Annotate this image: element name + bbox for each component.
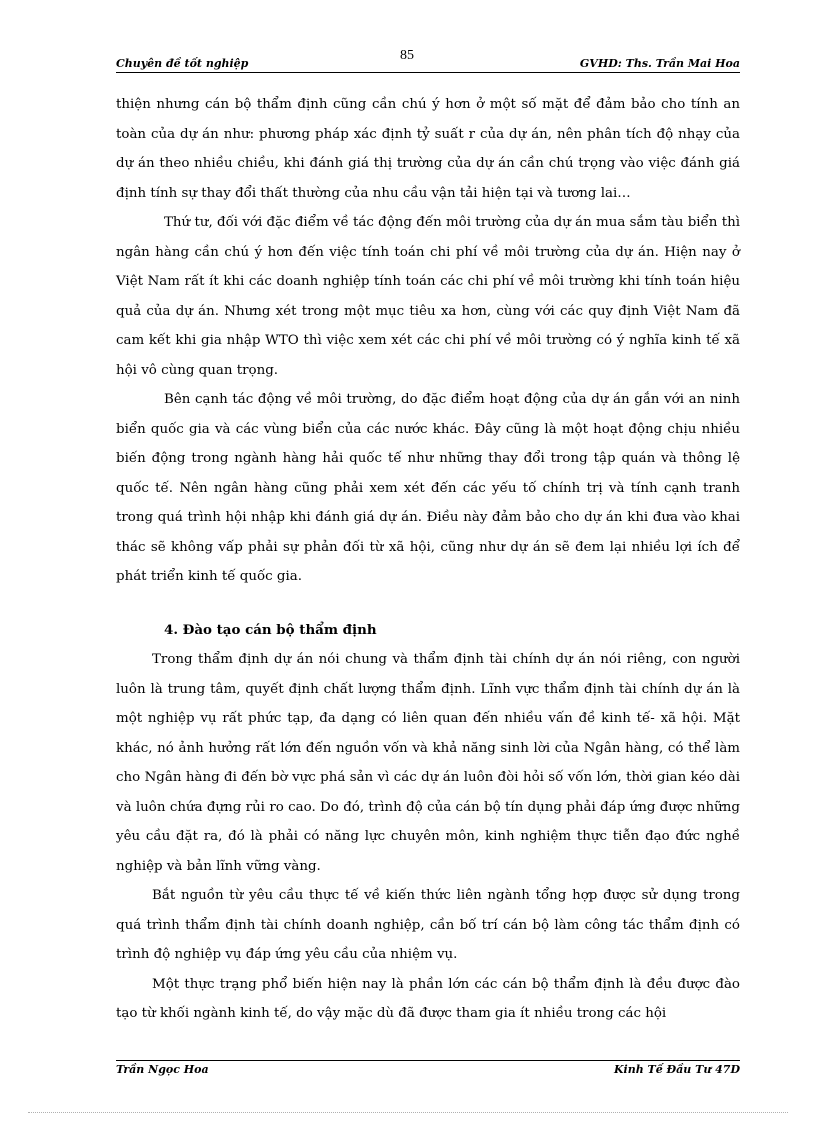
footer-class: Kinh Tế Đầu Tư 47D	[613, 1063, 740, 1076]
page-header	[116, 48, 740, 73]
paragraph: Thứ tư, đối với đặc điểm về tác động đến môi trường của dự án mua sắm tàu biển thì ngân hàng cần chú ý hơn đến việc tính toán chi phí về môi trường của dự án. Hiện nay ở Việt Nam rất ít khi các doanh nghiệp tính toán các chi phí về môi trường khi tính toán hiệu quả của dự án. Nhưng xét trong một mục tiêu xa hơn, cùng với các quy định Việt Nam đã cam kết khi gia nhập WTO thì việc xem xét các chi phí về môi trường có ý nghĩa kinh tế xã hội vô cùng quan trọng.	[116, 215, 740, 378]
paragraph: Bên cạnh tác động về môi trường, do đặc điểm hoạt động của dự án gắn với an ninh biển quốc gia và các vùng biển của các nước khác. Đây cũng là một hoạt động chịu nhiều biến động trong ngành hàng hải quốc tế như những thay đổi trong tập quán và thông lệ quốc tế. Nên ngân hàng cũng phải xem xét đến các yếu tố chính trị và tính cạnh tranh trong quá trình hội nhập khi đánh giá dự án. Điều này đảm bảo cho dự án khi đưa vào khai thác sẽ không vấp phải sự phản đối từ xã hội, cũng như dự án sẽ đem lại nhiều lợi ích để phát triển kinh tế quốc gia.	[116, 392, 740, 584]
page-number: 85	[400, 48, 414, 63]
paragraph: Một thực trạng phổ biến hiện nay là phần lớn các cán bộ thẩm định là đều được đào tạo từ khối ngành kinh tế, do vậy mặc dù đã được tham gia ít nhiều trong các hội	[116, 976, 740, 1021]
paragraph: Trong thẩm định dự án nói chung và thẩm định tài chính dự án nói riêng, con người luôn là trung tâm, quyết định chất lượng thẩm định. Lĩnh vực thẩm định tài chính dự án là một nghiệp vụ rất phức tạp, đa dạng có liên quan đến nhiều vấn đề kinh tế- xã hội. Mặt khác, nó ảnh hưởng rất lớn đến nguồn vốn và khả năng sinh lời của Ngân hàng, có thể làm cho Ngân hàng đi đến bờ vực phá sản vì các dự án luôn đòi hỏi số vốn lớn, thời gian kéo dài và luôn chứa đựng rủi ro cao. Do đó, trình độ của cán bộ tín dụng phải đáp ứng được những yêu cầu đặt ra, đó là phải có năng lực chuyên môn, kinh nghiệm thực tiễn đạo đức nghề nghiệp và bản lĩnh vững vàng.	[116, 652, 740, 874]
page-footer	[116, 1060, 740, 1077]
page-edge-divider	[28, 1112, 788, 1113]
paragraph: thiện nhưng cán bộ thẩm định cũng cần chú ý hơn ở một số mặt để đảm bảo cho tính an toàn của dự án như: phương pháp xác định tỷ suất r của dự án, nên phân tích độ nhạy của dự án theo nhiều chiều, khi đánh giá thị trường của dự án cần chú trọng vào việc đánh giá định tính sự thay đổi thất thường của nhu cầu vận tải hiện tại và tương lai…	[116, 97, 740, 201]
footer-author: Trần Ngọc Hoa	[116, 1063, 209, 1076]
spacer	[116, 592, 740, 616]
header-right-advisor: GVHD: Ths. Trần Mai Hoa	[579, 57, 740, 70]
paragraph: Bắt nguồn từ yêu cầu thực tế về kiến thức liên ngành tổng hợp được sử dụng trong quá trình thẩm định tài chính doanh nghiệp, cần bố trí cán bộ làm công tác thẩm định có trình độ nghiệp vụ đáp ứng yêu cầu của nhiệm vụ.	[116, 888, 740, 962]
body-text	[116, 90, 740, 1029]
section-heading: 4. Đào tạo cán bộ thẩm định	[164, 621, 377, 638]
header-left-title: Chuyên đề tốt nghiệp	[116, 57, 249, 70]
